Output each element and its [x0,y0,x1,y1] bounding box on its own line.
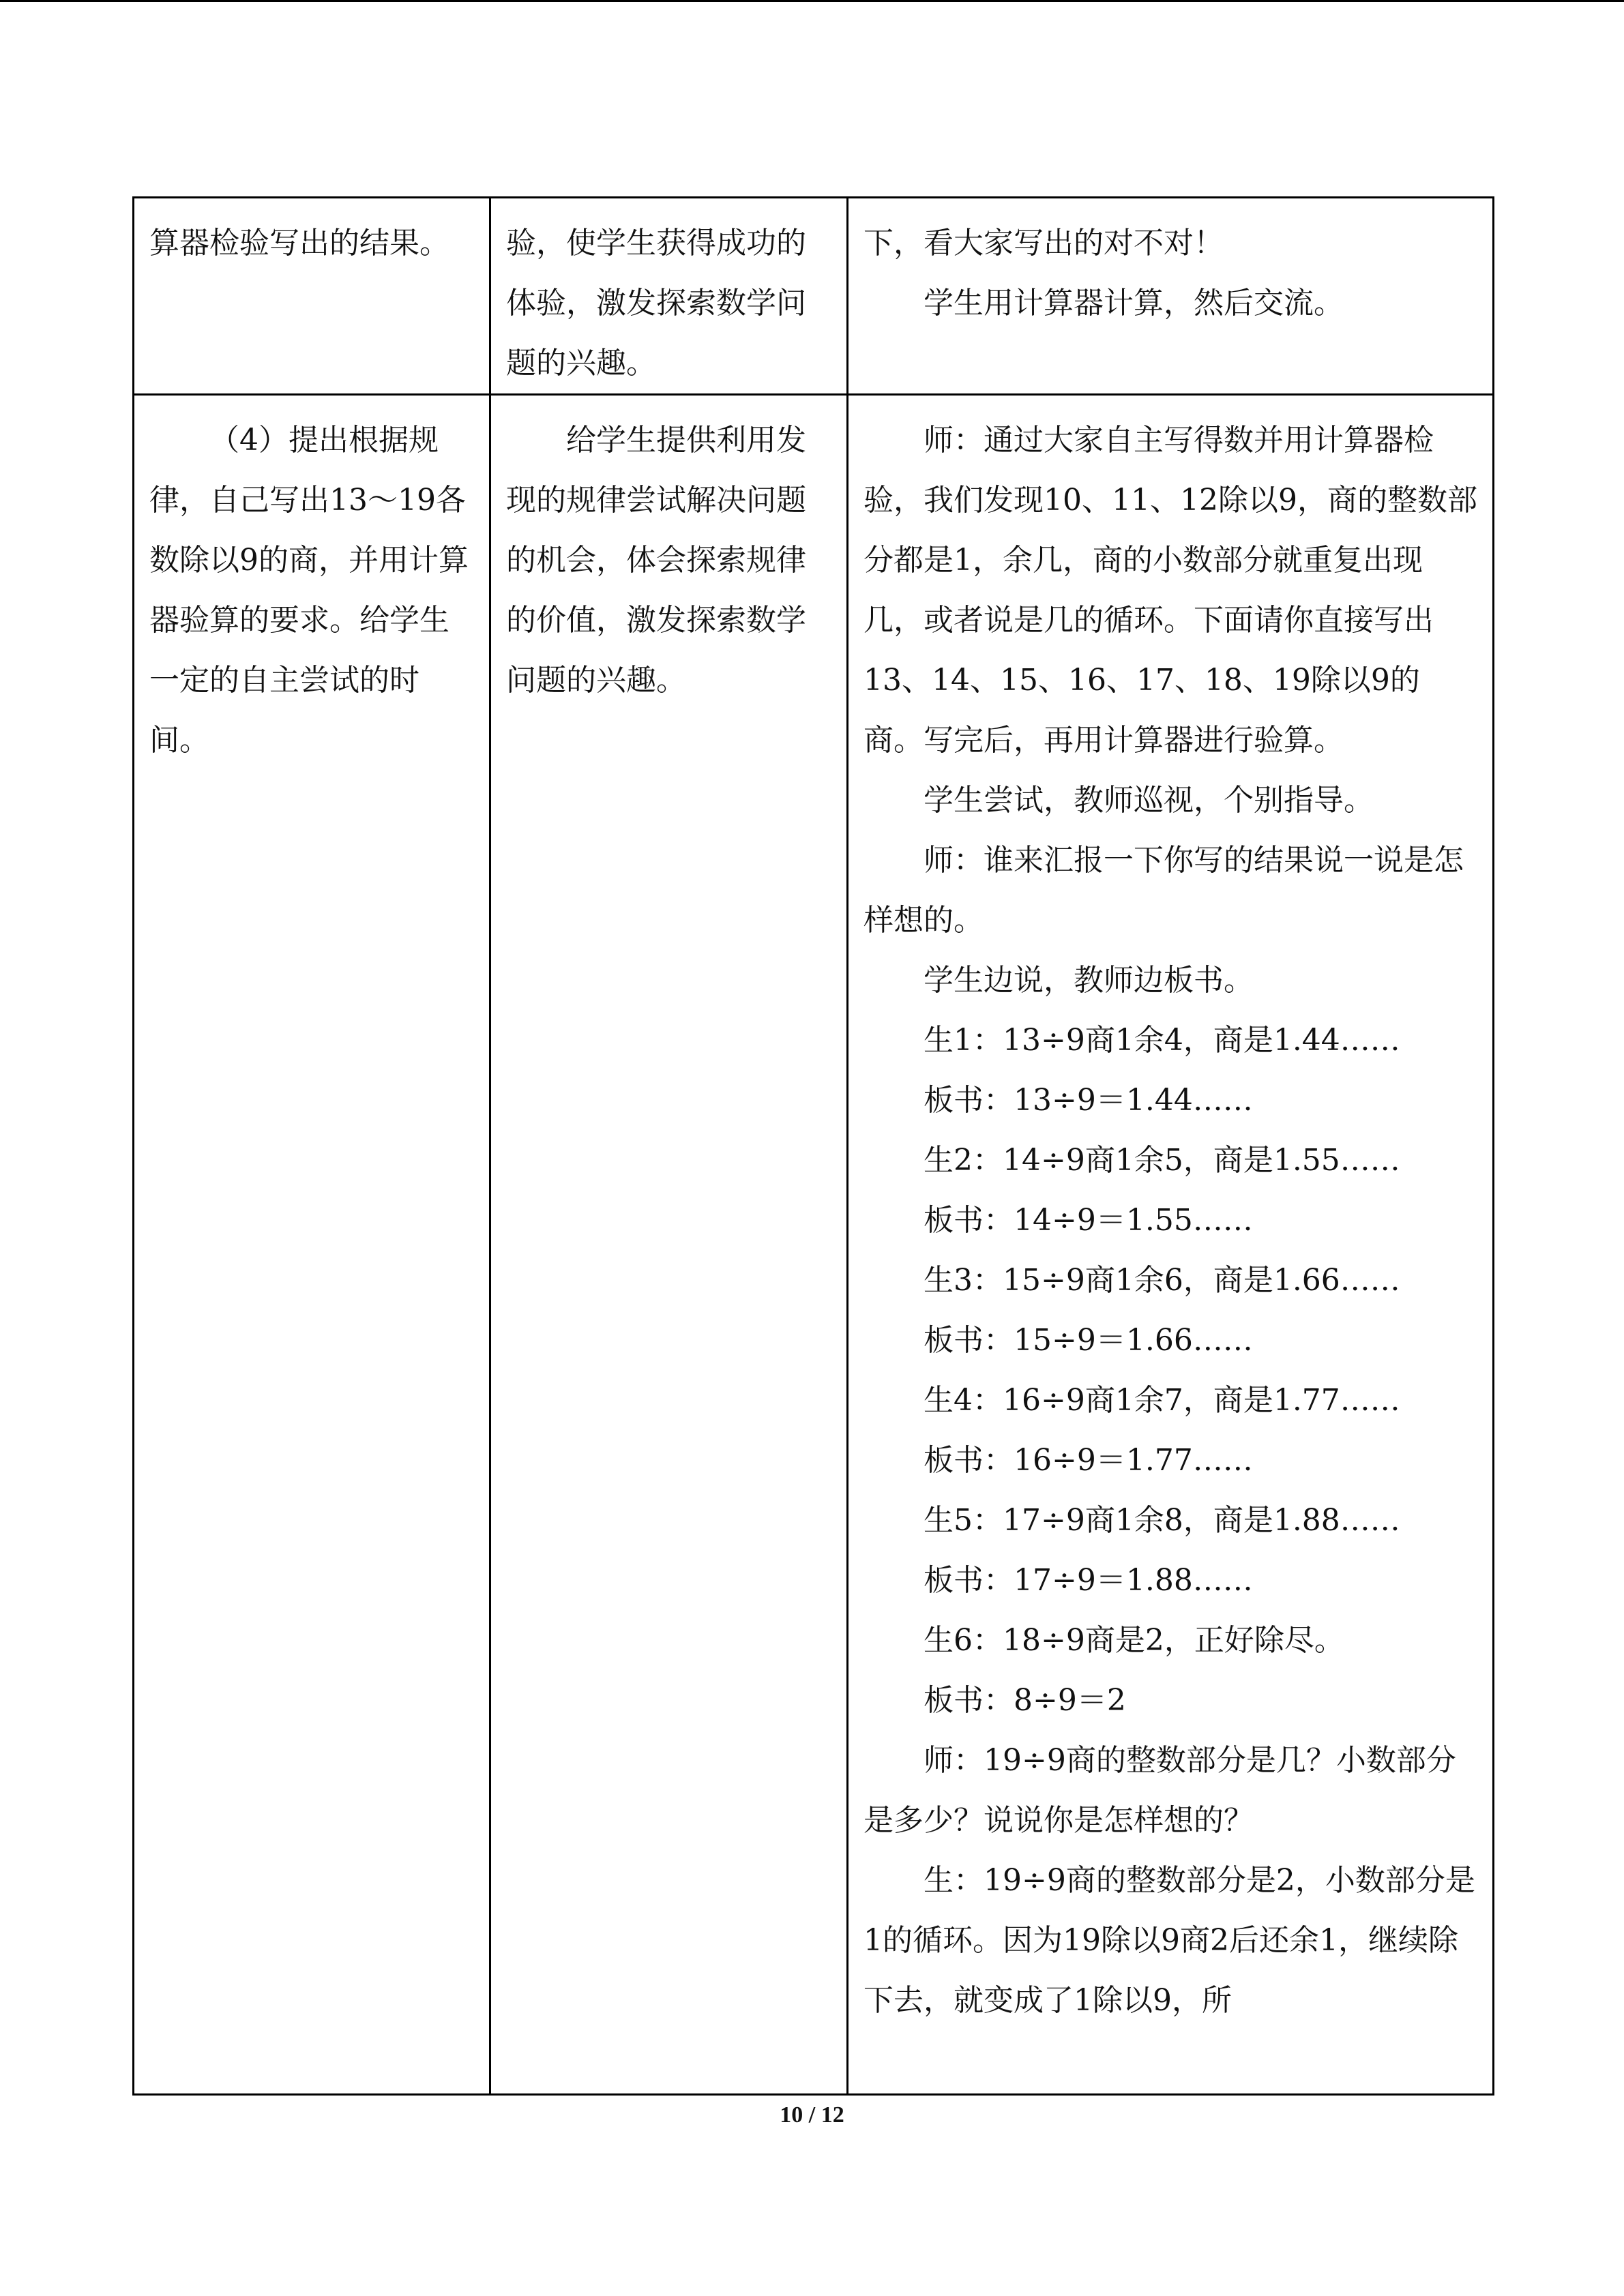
cell-paragraph: 师：19÷9商的整数部分是几？小数部分是多少？说说你是怎样想的？ [863,1743,1456,1838]
cell-paragraph: 板书：16÷9＝1.77…… [924,1443,1253,1478]
cell-paragraph: 板书：15÷9＝1.66…… [924,1323,1253,1358]
cell-paragraph: 生5：17÷9商1余8，商是1.88…… [924,1503,1400,1538]
page-number: 10 / 12 [780,2102,844,2128]
cell-paragraph: 生1：13÷9商1余4，商是1.44…… [924,1023,1400,1058]
teacher-activity-cell [134,395,490,2095]
cell-paragraph: 生6：18÷9商是2，正好除尽。 [924,1623,1344,1658]
cell-paragraph: 板书：8÷9＝2 [924,1683,1126,1718]
cell-paragraph: 板书：14÷9＝1.55…… [924,1203,1253,1238]
cell-paragraph: 师：通过大家自主写得数并用计算器检验，我们发现10、11、12除以9，商的整数部分都是1，余几，商的小数部分就重复出现几，或者说是几的循环。下面请你直接写出13、14、15、16、17、18、19除以9的商。写完后，再用计算器进行验算。 [863,423,1477,758]
cell-paragraph: 下，看大家写出的对不对！ [863,226,1224,260]
cell-paragraph: 板书：17÷9＝1.88…… [924,1563,1253,1598]
design-intent-cell [490,395,848,2095]
cell-paragraph: 板书：13÷9＝1.44…… [924,1083,1253,1118]
table-row [134,198,1494,395]
table-row [134,395,1494,2095]
cell-paragraph: 学生边说，教师边板书。 [924,963,1254,998]
cell-paragraph: 生3：15÷9商1余6，商是1.66…… [924,1263,1400,1298]
classroom-dialogue-cell [848,198,1494,395]
lesson-plan-table [132,196,1494,2096]
cell-paragraph: 生4：16÷9商1余7，商是1.77…… [924,1383,1400,1418]
cell-paragraph: 算器检验写出的结果。 [149,226,449,260]
cell-paragraph: （4）提出根据规律，自己写出13～19各数除以9的商，并用计算器验算的要求。给学生一定的自主尝试的时间。 [149,423,469,758]
cell-paragraph: 给学生提供利用发现的规律尝试解决问题的机会，体会探索规律的价值，激发探索数学问题的兴趣。 [506,423,806,698]
page-top-border [0,0,1624,2]
cell-paragraph: 学生用计算器计算，然后交流。 [924,286,1344,320]
cell-paragraph: 师：谁来汇报一下你写的结果说一说是怎样想的。 [863,843,1464,938]
cell-paragraph: 验，使学生获得成功的体验，激发探索数学问题的兴趣。 [506,226,806,381]
cell-paragraph: 学生尝试，教师巡视，个别指导。 [924,783,1374,818]
teacher-activity-cell [134,198,490,395]
classroom-dialogue-cell [848,395,1494,2095]
cell-paragraph: 生：19÷9商的整数部分是2，小数部分是1的循环。因为19除以9商2后还余1，继续除下去，就变成了1除以9，所 [863,1863,1475,2018]
cell-paragraph: 生2：14÷9商1余5，商是1.55…… [924,1143,1400,1178]
design-intent-cell [490,198,848,395]
